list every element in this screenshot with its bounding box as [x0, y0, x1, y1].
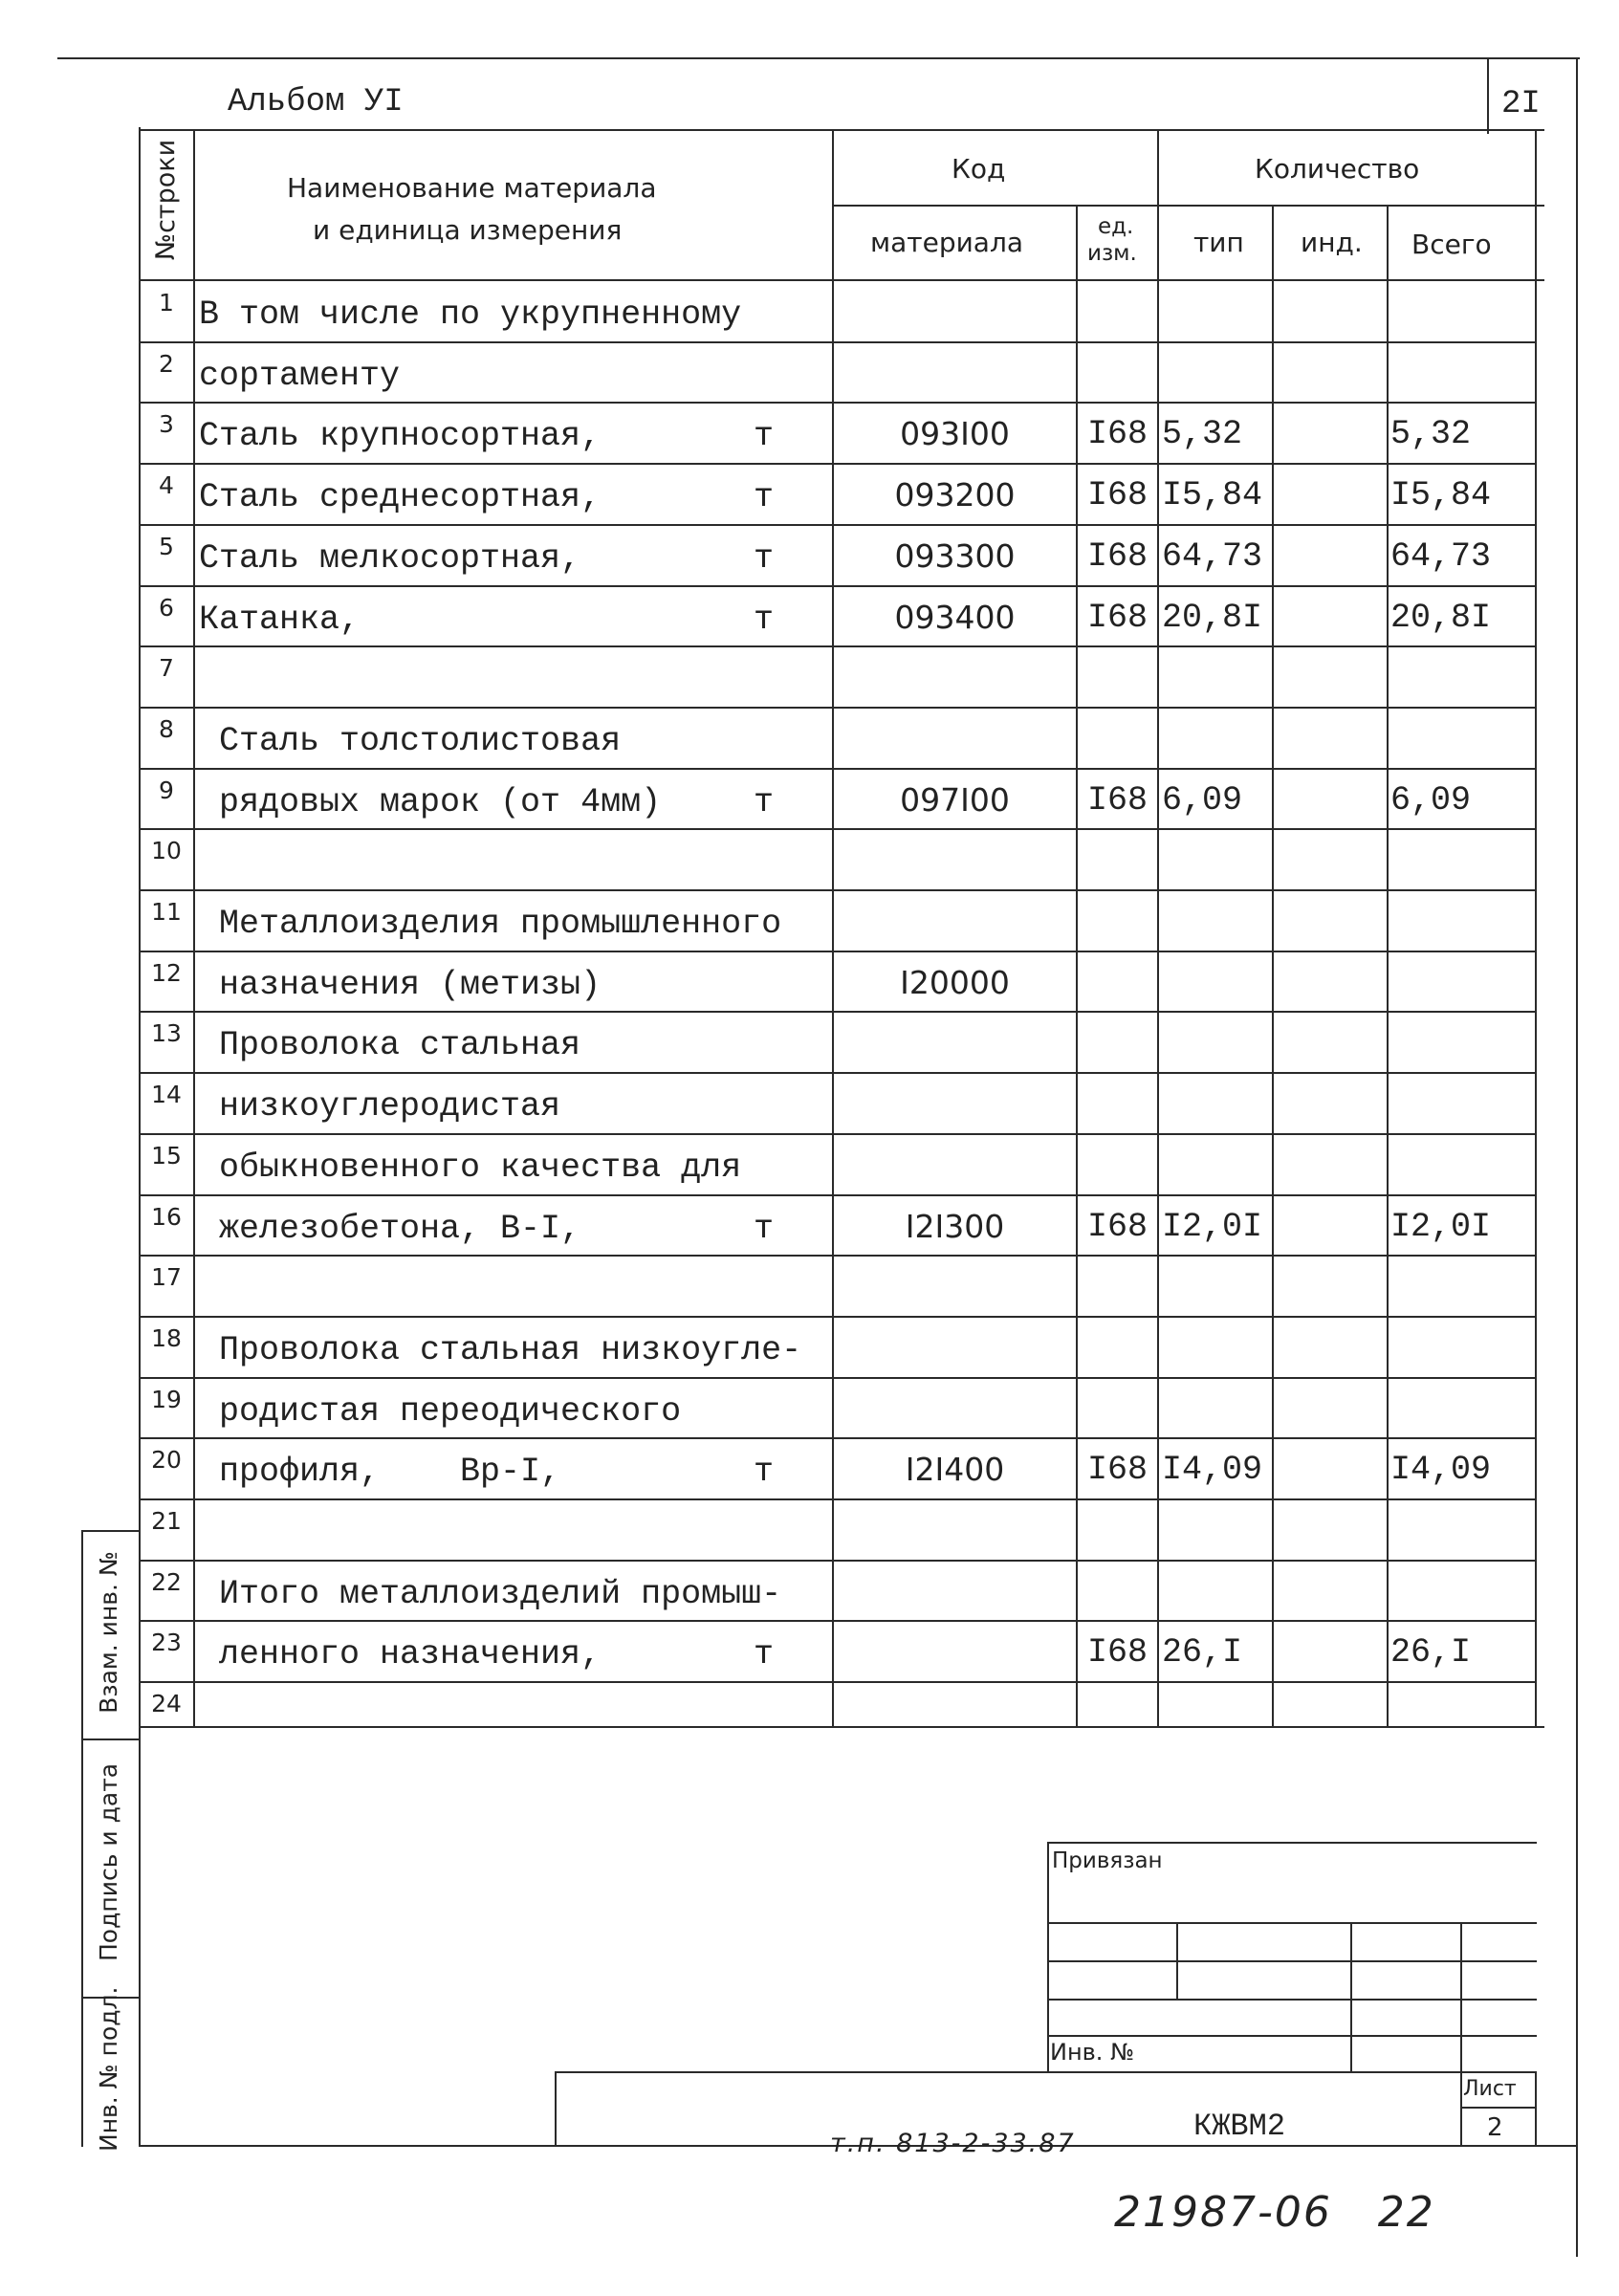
row-unit-letter: т [754, 782, 775, 821]
row-number: 9 [159, 776, 174, 804]
row-unit: I68 [1086, 476, 1148, 515]
row-type: I5,84 [1162, 476, 1263, 515]
row-separator [139, 707, 1537, 709]
stamp-top [1047, 1842, 1537, 1844]
row-material-name: профиля, Вр-I, [199, 1453, 561, 1492]
stamp-col-3 [1460, 1922, 1462, 2145]
row-unit: I68 [1086, 598, 1148, 637]
stamp-line-3 [1047, 1999, 1537, 2001]
row-code: I20000 [900, 963, 1010, 1001]
row-total: 64,73 [1390, 536, 1492, 576]
table-top-line [139, 129, 1544, 131]
row-type: 20,8I [1162, 598, 1263, 637]
row-total: 6,09 [1390, 780, 1472, 820]
row-unit: I68 [1086, 536, 1148, 576]
table-bottom-line [139, 1726, 1544, 1728]
header-qty-total: Всего [1411, 229, 1492, 260]
title-block-left [555, 2071, 557, 2147]
row-number: 19 [151, 1385, 182, 1413]
stamp-line-4 [1047, 2035, 1537, 2037]
row-separator [139, 524, 1537, 526]
header-qty-group: Количество [1255, 153, 1420, 185]
row-unit-letter: т [754, 600, 775, 639]
row-separator [139, 889, 1537, 891]
row-material-name: Металлоизделия промышленного [199, 905, 782, 943]
row-separator [139, 1255, 1537, 1257]
page-no-divider [1487, 57, 1489, 134]
row-separator [139, 1498, 1537, 1500]
row-separator [139, 463, 1537, 465]
row-code: 093I00 [900, 415, 1010, 453]
stamp-list-value: 2 [1487, 2113, 1503, 2142]
row-number: 7 [159, 654, 174, 683]
row-material-name: Сталь толстолистовая [199, 721, 622, 760]
row-material-name: родистая переодического [199, 1391, 682, 1431]
side-label-inv: Инв. № подл. [95, 1986, 122, 2152]
row-material-name: Проволока стальная [199, 1026, 581, 1065]
row-unit-letter: т [754, 478, 775, 517]
row-separator [139, 951, 1537, 952]
row-separator [139, 1437, 1537, 1439]
row-unit: I68 [1086, 415, 1148, 454]
row-number: 15 [151, 1141, 182, 1170]
row-type: I2,0I [1162, 1207, 1263, 1246]
col-line-rowno [193, 129, 195, 1728]
header-name-line1: Наименование материала [287, 172, 657, 204]
row-unit: I68 [1086, 1207, 1148, 1246]
row-separator [139, 402, 1537, 404]
side-strip-border [81, 1530, 83, 2147]
row-number: 17 [151, 1263, 182, 1292]
header-qty-ind: инд. [1301, 227, 1363, 258]
stamp-inv-no: Инв. № [1050, 2039, 1135, 2066]
row-code: 093200 [894, 476, 1016, 514]
row-unit-letter: т [754, 1209, 775, 1248]
stamp-col-1 [1176, 1922, 1178, 2001]
row-unit: I68 [1086, 780, 1148, 820]
col-line-right [1535, 129, 1537, 1728]
row-material-name: низкоуглеродистая [199, 1087, 561, 1126]
row-number: 13 [151, 1019, 182, 1048]
row-number: 4 [159, 471, 174, 500]
row-type: I4,09 [1162, 1451, 1263, 1490]
row-material-name: Сталь среднесортная, [199, 478, 602, 517]
row-separator [139, 1194, 1537, 1196]
title-block-right [1535, 2071, 1537, 2147]
row-total: 26,I [1390, 1633, 1472, 1673]
header-qty-type: тип [1193, 227, 1244, 258]
row-number: 21 [151, 1507, 182, 1535]
row-unit-letter: т [754, 1453, 775, 1492]
row-separator [139, 1377, 1537, 1379]
row-total: 20,8I [1390, 598, 1492, 637]
row-code: I2I400 [905, 1451, 1005, 1489]
stamp-code: КЖВМ2 [1193, 2109, 1286, 2144]
row-number: 6 [159, 593, 174, 622]
row-separator [139, 1681, 1537, 1683]
list-cell-line [1460, 2107, 1537, 2109]
row-material-name: Сталь мелкосортная, [199, 538, 581, 578]
footer-handwritten-number: 21987-06 22 [1114, 2188, 1435, 2237]
row-unit-letter: т [754, 1635, 775, 1674]
row-material-name: Проволока стальная низкоугле- [199, 1330, 802, 1369]
row-separator [139, 1133, 1537, 1135]
stamp-left [1047, 1842, 1049, 2071]
header-split-line [832, 205, 1544, 207]
row-separator [139, 1072, 1537, 1074]
header-code-group: Код [952, 153, 1006, 185]
row-number: 11 [151, 898, 182, 926]
row-separator [139, 1620, 1537, 1622]
row-separator [139, 341, 1537, 343]
row-number: 10 [151, 837, 182, 865]
stamp-line-1 [1047, 1922, 1537, 1924]
stamp-privyazan: Привязан [1052, 1848, 1163, 1873]
row-number: 14 [151, 1081, 182, 1109]
row-unit: I68 [1086, 1633, 1148, 1673]
side-label-vzam: Взам. инв. № [95, 1551, 122, 1714]
row-unit-letter: т [754, 538, 775, 578]
header-row-number: №строки [151, 139, 181, 260]
row-material-name: ленного назначения, [199, 1635, 602, 1674]
row-material-name: Итого металлоизделий промыш- [199, 1574, 782, 1613]
row-separator [139, 1011, 1537, 1013]
side-label-podpis: Подпись и дата [95, 1762, 122, 1961]
row-type: 6,09 [1162, 780, 1243, 820]
row-material-name: обыкновенного качества для [199, 1148, 742, 1187]
page-number: 2I [1501, 86, 1541, 122]
row-number: 24 [151, 1690, 182, 1718]
top-border [57, 57, 1580, 59]
side-strip-div1 [81, 1738, 141, 1740]
stamp-designation: т.п. 813-2-33.87 [830, 2129, 1076, 2158]
row-number: 8 [159, 714, 174, 743]
row-material-name: В том числе по укрупненному [199, 295, 742, 334]
row-separator [139, 645, 1537, 647]
right-border [1576, 57, 1578, 2257]
row-number: 2 [159, 349, 174, 378]
row-separator [139, 828, 1537, 830]
row-material-name: рядовых марок (от 4мм) [199, 782, 662, 821]
stamp-line-2 [1047, 1960, 1537, 1962]
header-name-line2: и единица измерения [313, 214, 623, 246]
row-material-name: Сталь крупносортная, [199, 417, 602, 456]
row-number: 3 [159, 410, 174, 439]
row-separator [139, 768, 1537, 770]
row-number: 12 [151, 958, 182, 987]
row-code: 093300 [894, 536, 1016, 575]
row-total: I4,09 [1390, 1451, 1492, 1490]
row-code: I2I300 [905, 1207, 1005, 1245]
row-unit: I68 [1086, 1451, 1148, 1490]
row-separator [139, 1560, 1537, 1562]
row-number: 5 [159, 532, 174, 560]
col-line-type [1157, 129, 1159, 1728]
row-number: 23 [151, 1629, 182, 1657]
row-separator [139, 1316, 1537, 1318]
stamp-list-label: Лист [1463, 2077, 1517, 2101]
side-strip-top [81, 1530, 141, 1532]
row-material-name: сортаменту [199, 356, 401, 395]
header-bottom-line [139, 279, 1544, 281]
row-code: 097I00 [900, 780, 1010, 819]
row-number: 22 [151, 1567, 182, 1596]
row-number: 1 [159, 289, 174, 317]
row-total: I2,0I [1390, 1207, 1492, 1246]
row-unit-letter: т [754, 417, 775, 456]
row-total: I5,84 [1390, 476, 1492, 515]
row-separator [139, 585, 1537, 587]
title-block-top [555, 2071, 1537, 2073]
album-title: Альбом УI [228, 84, 404, 120]
row-number: 18 [151, 1323, 182, 1352]
header-unit-2: изм. [1087, 241, 1137, 266]
row-number: 20 [151, 1446, 182, 1475]
stamp-col-2 [1350, 1922, 1352, 2071]
row-code: 093400 [894, 598, 1016, 636]
row-total: 5,32 [1390, 415, 1472, 454]
row-material-name: Катанка, [199, 600, 361, 639]
col-line-code [832, 129, 834, 1728]
row-type: 26,I [1162, 1633, 1243, 1673]
row-material-name: железобетона, В-I, [199, 1209, 581, 1248]
header-code-material: материала [870, 227, 1024, 258]
row-number: 16 [151, 1202, 182, 1231]
row-type: 64,73 [1162, 536, 1263, 576]
header-unit-1: ед. [1098, 214, 1134, 239]
row-material-name: назначения (метизы) [199, 965, 602, 1004]
row-type: 5,32 [1162, 415, 1243, 454]
